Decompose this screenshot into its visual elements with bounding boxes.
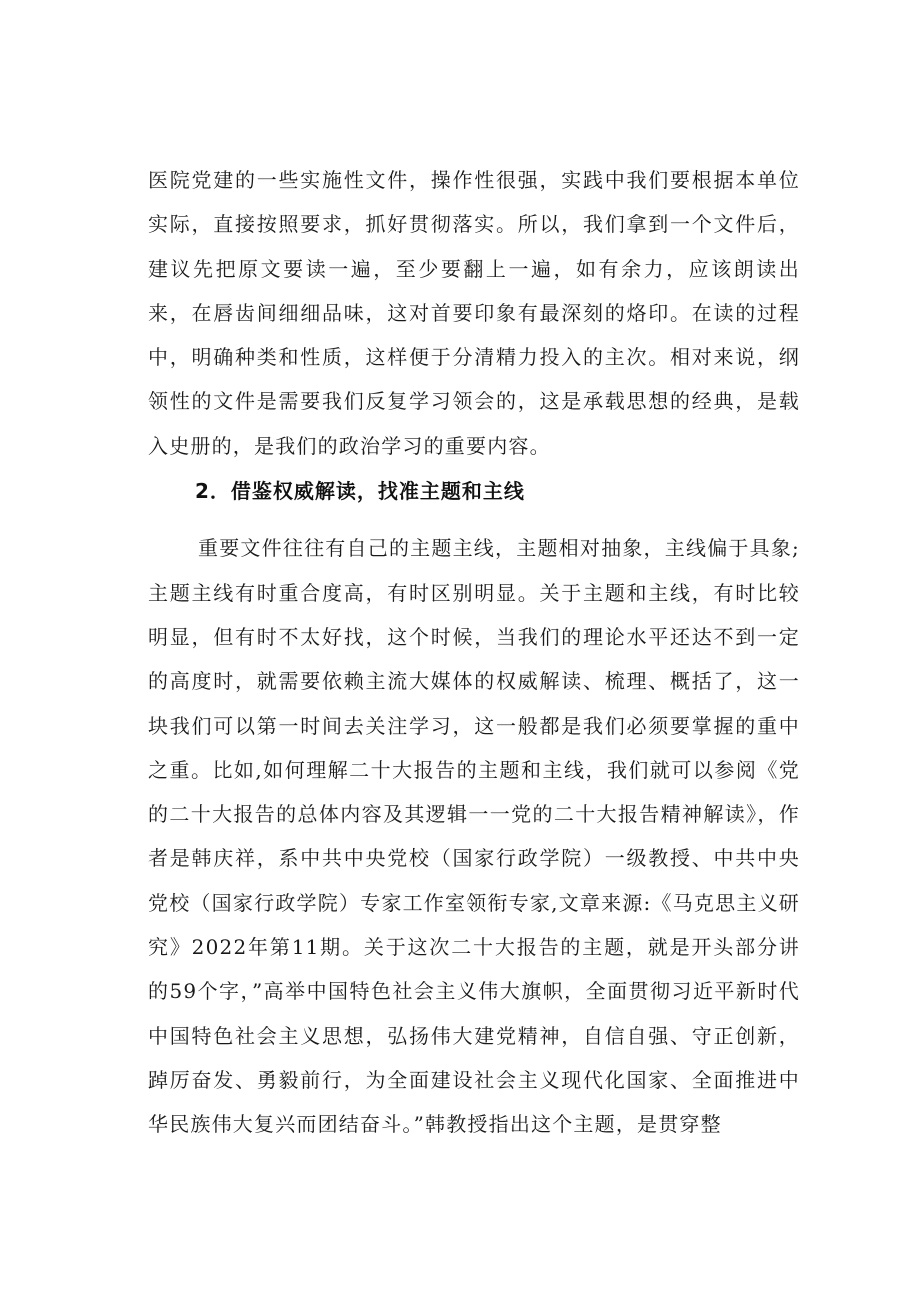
body-paragraph-2: 重要文件往往有自己的主题主线，主题相对抽象，主线偏于具象;主题主线有时重合度高，有时区别明显。关于主题和主线，有时比较明显，但有时不太好找，这个时候，当我们的理论水平还达不到一定的高度时，就需要依赖主流大媒体的权威解读、梳理、概括了，这一块我们可以第一时间去关注学习，这一般都是我们必须要掌握的重中之重。比如,如何理解二十大报告的主题和主线，我们就可以参阅《党的二十大报告的总体内容及其逻辑一一党的二十大报告精神解读》，作者是韩庆祥，系中共中央党校（国家行政学院）一级教授、中共中央党校（国家行政学院）专家工作室领衔专家,文章来源:《马克思主义研究》2022年第11期。关于这次二十大报告的主题，就是开头部分讲的59个字，”高举中国特色社会主义伟大旗帜，全面贯彻习近平新时代中国特色社会主义思想，弘扬伟大建党精神，自信自强、守正创新，踔厉奋发、勇毅前行，为全面建设社会主义现代化国家、全面推进中华民族伟大复兴而团结奋斗。”韩教授指出这个主题，是贯穿整 [148,536,800,1137]
section-heading: 2．借鉴权威解读，找准主题和主线 [195,479,525,504]
paragraph-spacer [148,513,800,526]
body-paragraph-1: 医院党建的一些实施性文件，操作性很强，实践中我们要根据本单位实际，直接按照要求，抓好贯彻落实。所以，我们拿到一个文件后，建议先把原文要读一遍，至少要翻上一遍，如有余力，应该朗读出来，在唇齿间细细品味，这对首要印象有最深刻的烙印。在读的过程中，明确种类和性质，这样便于分清精力投入的主次。相对来说，纲领性的文件是需要我们反复学习领会的，这是承载思想的经典，是载入史册的，是我们的政治学习的重要内容。 [148,168,800,458]
document-page [148,158,800,1147]
